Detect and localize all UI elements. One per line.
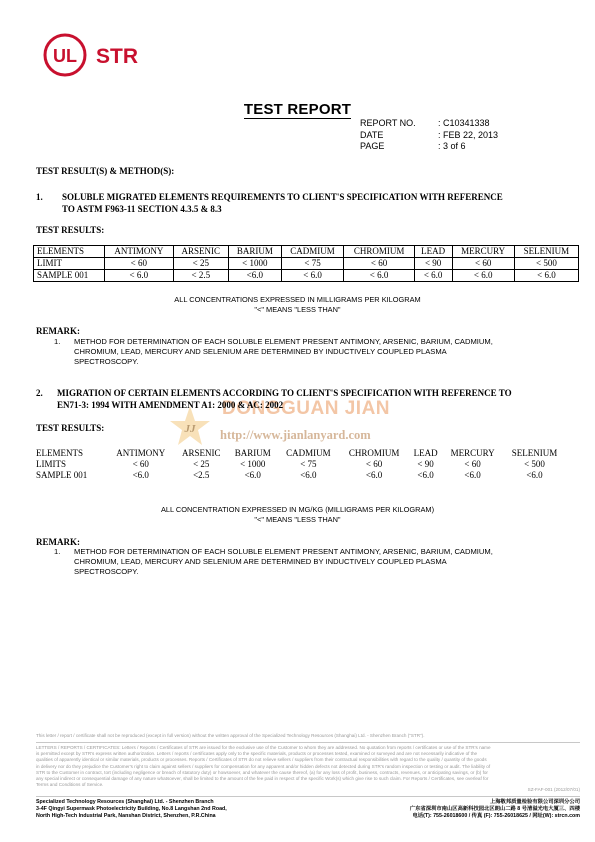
svg-text:JJ: JJ (184, 423, 196, 435)
section1-remark-text: METHOD FOR DETERMINATION OF EACH SOLUBLE ELEMENT PRESENT ANTIMONY, ARSENIC, BARIUM, CADMIUM, CHROMIUM, LEAD, MERCURY AND SELENIUM ARE DETERMINED BY INDUCTIVELY COUPLED PLASMA SPECTROSCOPY. (74, 337, 493, 366)
footer-divider (36, 742, 580, 743)
results-heading: TEST RESULT(S) & METHOD(S): (36, 166, 175, 176)
section2-results-table (36, 448, 566, 481)
section2-results-label: TEST RESULTS: (36, 423, 105, 433)
table-header-row: ELEMENTS ANTIMONY ARSENIC BARIUM CADMIUM CHROMIUM LEAD MERCURY SELENIUM (36, 448, 558, 458)
logo-brand-text: STR (96, 45, 138, 68)
table-row: SAMPLE 001 <6.0 <2.5 <6.0 <6.0 <6.0 <6.0 <6.0 <6.0 (36, 470, 543, 480)
report-title: TEST REPORT (243, 101, 352, 118)
meta-report-no: REPORT NO. : C10341338 (360, 118, 490, 128)
meta-date: DATE : FEB 22, 2013 (360, 129, 499, 140)
footer-form-code: SZ-FAF-001 (2012/07/01) (527, 787, 580, 792)
footer-address-cn: 上海敬邦质量检验有限公司深圳分公司 广东省深圳市南山区高新科技园北区朗山二路 8 号清溢光电大厦三、四楼 电话(T): 755-26018600 / 传真 (F): 755-26018625 / 网址(W): strcn.com (409, 799, 580, 819)
footer-terms: LETTERS / REPORTS / CERTIFICATES: Letters / Reports / Certificates of STR are issued for the exclusive use of the Customer to whom they are addressed. No quotation from reports / certificates or use of the STR's name is permitted except by STR's express written authorization. Letters / reports / certificates apply only to the specific materials, products or processes tested, examined or surveyed and are not necessarily indicative of the qualities of apparently identical or similar materials, products or processes. Reports / Certificates of STR do not relieve sellers / suppliers from their contractual responsibilities with regard to the quality / quantity of the goods in delivery nor do they prejudice the Customer's right to claim against sellers / suppliers for compensation for any apparent and/or hidden defects not detected during STR's random inspection or testing or audit. The liability of STR to the Customer in contract, tort (including negligence or breach of statutory duty) or howsoever, and whatever the cause thereof, (a) for any loss of profit, business, contracts, revenues, or anticipating savings, or (b) for any special indirect or consequential damage of any nature whatsoever, shall be limited to the amount of the fee paid in respect of the specific Work(s) which give rise to such claim. For Reports / Certificates, see overleaf for Terms and Conditions of Service. (36, 745, 491, 788)
ul-str-logo (42, 32, 152, 83)
section2-remark-number: 1. (54, 547, 61, 556)
table-row: LIMITS < 60 < 25 < 1000 < 75 < 60 < 90 < 60 < 500 (36, 459, 545, 469)
report-meta (360, 118, 498, 153)
footer-address-en: Specialized Technology Resources (Shanghai) Ltd. - Shenzhen Branch 3-4F Qingyi Supermask Photoelectricity Building, No.8 Langshan 2nd Road, North High-Tech Industrial Park, Nanshan District, Shenzhen, P.R.China (36, 799, 227, 819)
ul-logo-icon (42, 32, 152, 78)
watermark-text: DONGGUAN JIAN (222, 398, 391, 419)
table-header-row: ELEMENTS ANTIMONY ARSENIC BARIUM CADMIUM CHROMIUM LEAD MERCURY SELENIUM (34, 246, 579, 258)
logo-ul-text: UL (53, 46, 77, 66)
section2-number: 2. (36, 388, 43, 398)
watermark-url: http://www.jianlanyard.com (220, 428, 371, 442)
table-row: LIMIT < 60 < 25 < 1000 < 75 < 60 < 90 < 60 < 500 (34, 258, 579, 270)
section1-results-label: TEST RESULTS: (36, 225, 105, 235)
section1-unit-note: ALL CONCENTRATIONS EXPRESSED IN MILLIGRAMS PER KILOGRAM "<" MEANS "LESS THAN" (174, 295, 421, 314)
section1-remark-label: REMARK: (36, 326, 80, 336)
section1-title: SOLUBLE MIGRATED ELEMENTS REQUIREMENTS TO CLIENT'S SPECIFICATION WITH REFERENCE TO ASTM F963-11 SECTION 4.3.5 & 8.3 (62, 192, 503, 214)
table-row: SAMPLE 001 < 6.0 < 2.5 <6.0 < 6.0 < 6.0 < 6.0 < 6.0 < 6.0 (34, 270, 579, 282)
meta-page: PAGE : 3 of 6 (360, 141, 466, 151)
section1-remark-number: 1. (54, 337, 61, 346)
section2-title: MIGRATION OF CERTAIN ELEMENTS ACCORDING TO CLIENT'S SPECIFICATION WITH REFERENCE TO EN71-3: 1994 WITH AMENDMENT A1: 2000 & AC: 2002 (57, 388, 512, 410)
section2-unit-note: ALL CONCENTRATION EXPRESSED IN MG/KG (MILLIGRAMS PER KILOGRAM) "<" MEANS "LESS THAN" (160, 505, 435, 524)
section1-results-table (33, 245, 579, 282)
section2-remark-label: REMARK: (36, 537, 80, 547)
footer-divider (36, 796, 580, 797)
footer-reproduction-disclaimer: This letter / report / certificate shall not be reproduced (except in full version) without the written approval of the Specialized Technology Resources (Shanghai) Ltd. - Shenzhen Branch ("STR"). (36, 733, 425, 738)
watermark-star-icon (168, 404, 212, 453)
section1-number: 1. (36, 192, 43, 202)
section2-remark-text: METHOD FOR DETERMINATION OF EACH SOLUBLE ELEMENT PRESENT ANTIMONY, ARSENIC, BARIUM, CADMIUM, CHROMIUM, LEAD, MERCURY AND SELENIUM ARE DETERMINED BY INDUCTIVELY COUPLED PLASMA SPECTROSCOPY. (74, 547, 493, 576)
